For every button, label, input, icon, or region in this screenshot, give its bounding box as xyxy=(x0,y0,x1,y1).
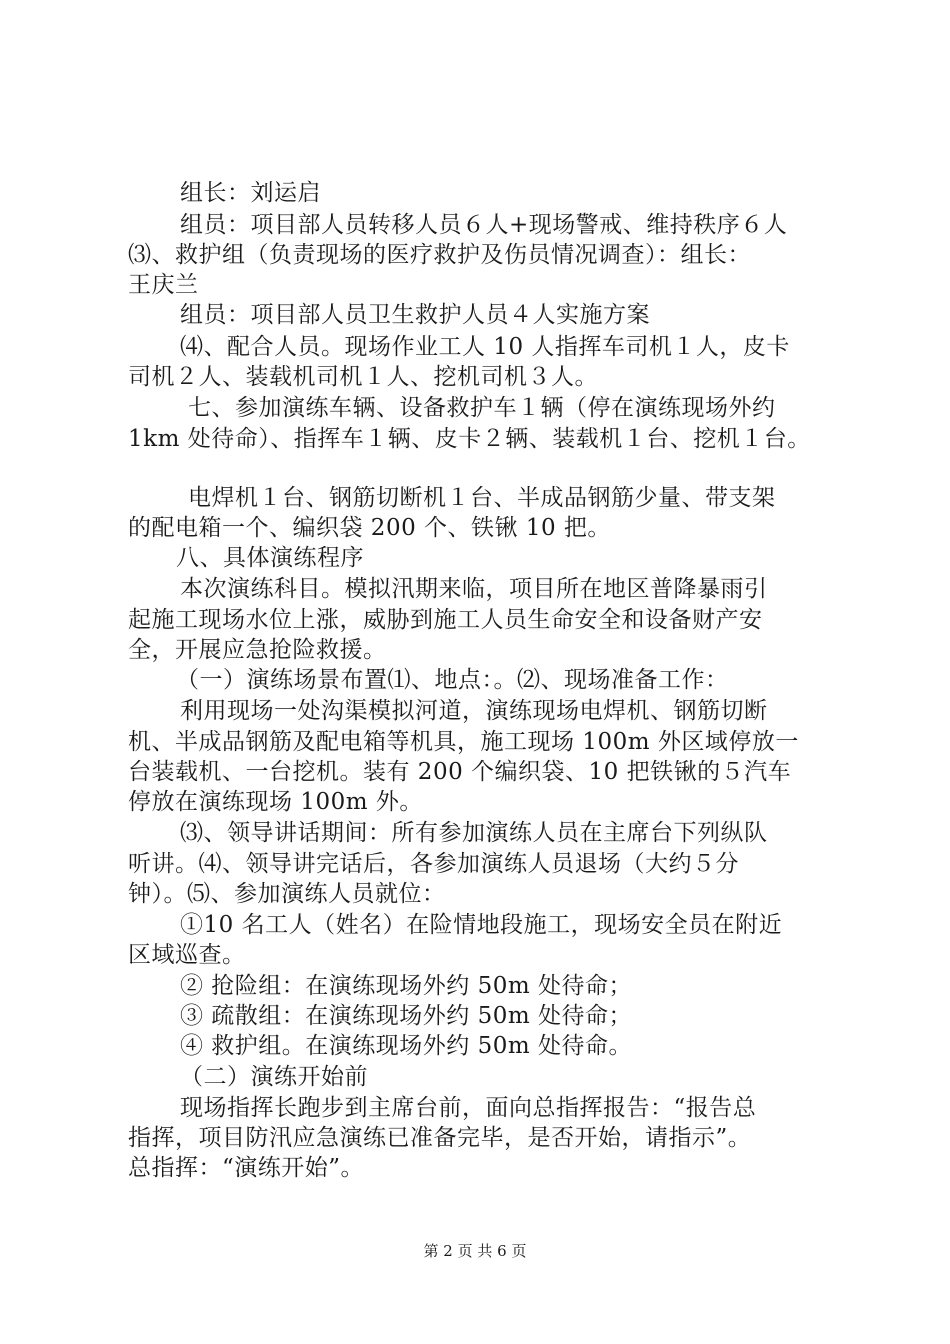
text-line: 八、具体演练程序 xyxy=(176,545,364,571)
text-line: ② 抢险组：在演练现场外约 50m 处待命； xyxy=(180,973,633,999)
text-line: 听讲。⑷、领导讲完话后，各参加演练人员退场（大约５分 xyxy=(128,851,739,877)
text-line: 指挥，项目防汛应急演练已准备完毕，是否开始，请指示”。 xyxy=(128,1125,752,1151)
text-line: ①10 名工人（姓名）在险情地段施工，现场安全员在附近 xyxy=(180,912,783,938)
text-line: 组员：项目部人员转移人员６人+现场警戒、维持秩序６人 xyxy=(180,212,788,238)
text-line: 1km 处待命）、指挥车１辆、皮卡２辆、装载机１台、挖机１台。 xyxy=(128,426,811,452)
text-line: 停放在演练现场 100m 外。 xyxy=(128,789,423,815)
text-line: 本次演练科目。模拟汛期来临，项目所在地区普降暴雨引 xyxy=(180,576,768,602)
text-line: ⑶、救护组（负责现场的医疗救护及伤员情况调查）：组长： xyxy=(128,242,751,268)
page-number: 第 2 页 共 6 页 xyxy=(423,1242,527,1260)
text-line: 总指挥：“演练开始”。 xyxy=(128,1155,365,1181)
text-line: 电焊机１台、钢筋切断机１台、半成品钢筋少量、带支架 xyxy=(188,485,776,511)
text-line: ⑷、配合人员。现场作业工人 10 人指挥车司机１人，皮卡 xyxy=(180,334,790,360)
text-line: 王庆兰 xyxy=(128,272,199,298)
text-line: 七、参加演练车辆、设备救护车１辆（停在演练现场外约 xyxy=(188,395,776,421)
text-line: 区域巡查。 xyxy=(128,942,246,968)
text-line: 利用现场一处沟渠模拟河道，演练现场电焊机、钢筋切断 xyxy=(180,698,768,724)
text-line: ③ 疏散组：在演练现场外约 50m 处待命； xyxy=(180,1003,633,1029)
text-line: 现场指挥长跑步到主席台前，面向总指挥报告：“报告总 xyxy=(180,1095,757,1121)
text-line: 台装载机、一台挖机。装有 200 个编织袋、10 把铁锹的５汽车 xyxy=(128,759,792,785)
text-line: ④ 救护组。在演练现场外约 50m 处待命。 xyxy=(180,1033,633,1059)
text-line: （二）演练开始前 xyxy=(180,1064,368,1090)
text-line: ⑶、领导讲话期间：所有参加演练人员在主席台下列纵队 xyxy=(180,820,768,846)
text-line: 组员：项目部人员卫生救护人员４人实施方案 xyxy=(180,302,650,328)
text-line: 组长：刘运启 xyxy=(180,180,321,206)
text-line: 全，开展应急抢险救援。 xyxy=(128,637,387,663)
text-line: 钟）。⑸、参加演练人员就位： xyxy=(128,881,446,907)
text-line: 机、半成品钢筋及配电箱等机具，施工现场 100m 外区域停放一 xyxy=(128,729,799,755)
text-line: 起施工现场水位上涨，威胁到施工人员生命安全和设备财产安 xyxy=(128,607,763,633)
text-line: 的配电箱一个、编织袋 200 个、铁锹 10 把。 xyxy=(128,515,611,541)
text-line: 司机２人、装载机司机１人、挖机司机３人。 xyxy=(128,364,598,390)
text-line: （一）演练场景布置⑴、地点：。⑵、现场准备工作： xyxy=(176,667,729,693)
